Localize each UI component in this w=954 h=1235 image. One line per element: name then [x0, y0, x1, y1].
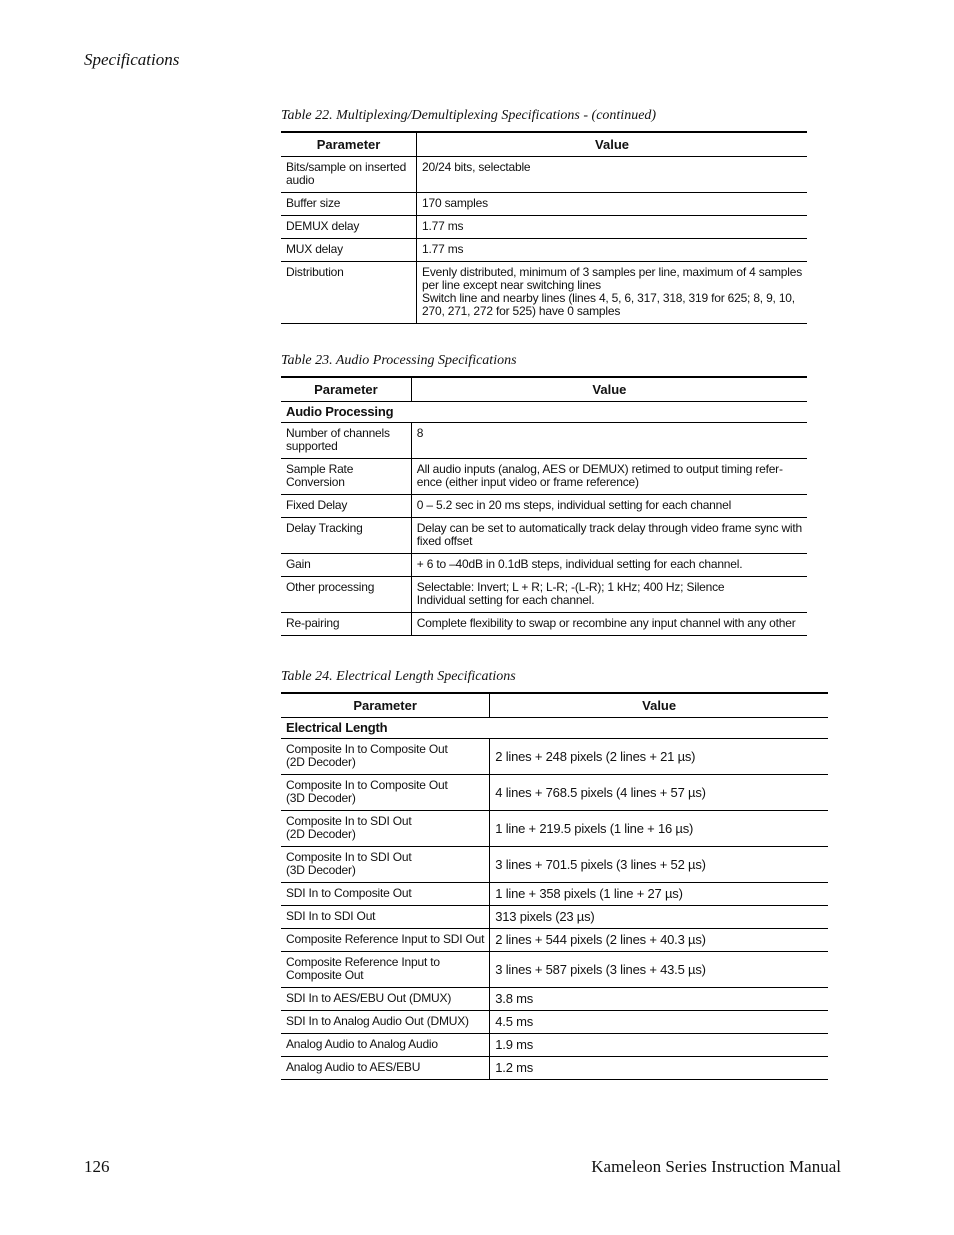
column-header-value: Value [490, 693, 828, 718]
value-cell: 1 line + 358 pixels (1 line + 27 µs) [490, 883, 828, 906]
cell-text-line: Complete flexibility to swap or recombine any input channel with any other [416, 616, 796, 630]
cell-text-line: (3D Decoder) [286, 791, 356, 805]
parameter-cell: Gain [281, 554, 411, 577]
value-cell [411, 459, 807, 495]
cell-text-line: 170 samples [422, 196, 488, 210]
cell-text-line: Delay can be set to automatically track delay through video frame sync with [416, 521, 802, 535]
value-cell [417, 157, 807, 193]
table-24-caption: Table 24. Electrical Length Specifications [281, 669, 516, 684]
section-title: Electrical Length [281, 718, 828, 739]
column-header-value: Value [417, 132, 807, 157]
table-row [281, 988, 828, 1011]
table-row [281, 613, 807, 636]
table-row [281, 739, 828, 775]
table-row [281, 577, 807, 613]
cell-text-line: Evenly distributed, minimum of 3 samples per line, maximum of 4 samples [422, 265, 802, 279]
parameter-cell: Fixed Delay [281, 495, 411, 518]
value-cell: 1 line + 219.5 pixels (1 line + 16 µs) [490, 811, 828, 847]
cell-text-line: Composite Reference Input to SDI Out [286, 932, 485, 946]
value-cell: 3.8 ms [490, 988, 828, 1011]
parameter-cell: Buffer size [281, 193, 417, 216]
table-row [281, 423, 807, 459]
table-23-caption: Table 23. Audio Processing Specifications [281, 353, 517, 368]
table-row [281, 216, 807, 239]
table-row [281, 929, 828, 952]
column-header-parameter: Parameter [281, 132, 417, 157]
cell-text-line: 0 – 5.2 sec in 20 ms steps, individual setting for each channel [416, 498, 732, 512]
value-cell [417, 193, 807, 216]
column-header-parameter: Parameter [281, 693, 490, 718]
cell-text-line: All audio inputs (analog, AES or DEMUX) retimed to output timing refer- [416, 462, 783, 476]
parameter-cell: MUX delay [281, 239, 417, 262]
section-row [281, 718, 828, 739]
value-cell: 2 lines + 248 pixels (2 lines + 21 µs) [490, 739, 828, 775]
section-row [281, 402, 807, 423]
value-cell: 2 lines + 544 pixels (2 lines + 40.3 µs) [490, 929, 828, 952]
value-cell: 1.2 ms [490, 1057, 828, 1080]
value-cell [411, 423, 807, 459]
cell-text-line: + 6 to –40dB in 0.1dB steps, individual setting for each channel. [416, 557, 743, 571]
cell-text-line: Composite In to SDI Out [286, 850, 412, 864]
value-cell [411, 518, 807, 554]
table-row [281, 193, 807, 216]
parameter-cell [281, 1011, 490, 1034]
parameter-cell: Other processing [281, 577, 411, 613]
value-cell [411, 554, 807, 577]
cell-text-line: (2D Decoder) [286, 755, 356, 769]
table-row [281, 952, 828, 988]
table-22 [281, 131, 807, 324]
cell-text-line: 8 [416, 426, 424, 440]
value-cell [417, 239, 807, 262]
cell-text-line: SDI In to Analog Audio Out (DMUX) [286, 1014, 469, 1028]
value-cell [411, 613, 807, 636]
section-title: Audio Processing [281, 402, 807, 423]
parameter-cell: DEMUX delay [281, 216, 417, 239]
parameter-cell [281, 906, 490, 929]
table-23 [281, 376, 807, 636]
table-row [281, 775, 828, 811]
table-row [281, 459, 807, 495]
parameter-cell [281, 1034, 490, 1057]
parameter-cell: Delay Tracking [281, 518, 411, 554]
table-24 [281, 692, 828, 1080]
value-cell: 4.5 ms [490, 1011, 828, 1034]
value-cell: 1.9 ms [490, 1034, 828, 1057]
cell-text-line: 20/24 bits, selectable [422, 160, 531, 174]
parameter-cell: Sample Rate Conversion [281, 459, 411, 495]
running-header: Specifications [84, 50, 180, 69]
cell-text-line: 1.77 ms [422, 219, 464, 233]
table-row [281, 906, 828, 929]
value-cell [411, 495, 807, 518]
column-header-parameter: Parameter [281, 377, 411, 402]
table-row [281, 518, 807, 554]
table-row [281, 495, 807, 518]
parameter-cell: Distribution [281, 262, 417, 324]
column-header-value: Value [411, 377, 807, 402]
cell-text-line: ence (either input video or frame reference) [416, 475, 639, 489]
cell-text-line: per line except near switching lines [422, 278, 601, 292]
cell-text-line: Composite In to Composite Out [286, 742, 448, 756]
cell-text-line: Composite In to Composite Out [286, 778, 448, 792]
parameter-cell [281, 775, 490, 811]
table-row [281, 554, 807, 577]
cell-text-line: Selectable: Invert; L + R; L-R; -(L-R); 1 kHz; 400 Hz; Silence [416, 580, 725, 594]
cell-text-line: fixed offset [416, 534, 473, 548]
parameter-cell [281, 1057, 490, 1080]
table-row [281, 811, 828, 847]
parameter-cell [281, 847, 490, 883]
cell-text-line: Analog Audio to AES/EBU [286, 1060, 421, 1074]
cell-text-line: Composite In to SDI Out [286, 814, 412, 828]
table-row [281, 1011, 828, 1034]
manual-title: Kameleon Series Instruction Manual [591, 1157, 841, 1176]
cell-text-line: SDI In to SDI Out [286, 909, 376, 923]
value-cell: 3 lines + 587 pixels (3 lines + 43.5 µs) [490, 952, 828, 988]
value-cell [411, 577, 807, 613]
value-cell: 3 lines + 701.5 pixels (3 lines + 52 µs) [490, 847, 828, 883]
parameter-cell [281, 811, 490, 847]
cell-text-line: 1.77 ms [422, 242, 464, 256]
parameter-cell [281, 883, 490, 906]
table-row [281, 239, 807, 262]
table-22-caption: Table 22. Multiplexing/Demultiplexing Specifications - (continued) [281, 108, 657, 123]
cell-text-line: Composite Reference Input to [286, 955, 440, 969]
table-row [281, 157, 807, 193]
table-row [281, 1034, 828, 1057]
cell-text-line: Composite Out [286, 968, 364, 982]
table-row [281, 883, 828, 906]
value-cell [417, 216, 807, 239]
table-row [281, 847, 828, 883]
page-number: 126 [84, 1157, 110, 1176]
table-row [281, 1057, 828, 1080]
value-cell: 4 lines + 768.5 pixels (4 lines + 57 µs) [490, 775, 828, 811]
cell-text-line: (3D Decoder) [286, 863, 356, 877]
parameter-cell: Bits/sample on inserted audio [281, 157, 417, 193]
parameter-cell [281, 739, 490, 775]
parameter-cell [281, 929, 490, 952]
cell-text-line: SDI In to Composite Out [286, 886, 412, 900]
parameter-cell: Number of channels supported [281, 423, 411, 459]
parameter-cell [281, 988, 490, 1011]
cell-text-line: SDI In to AES/EBU Out (DMUX) [286, 991, 452, 1005]
cell-text-line: Analog Audio to Analog Audio [286, 1037, 438, 1051]
parameter-cell: Re-pairing [281, 613, 411, 636]
cell-text-line: (2D Decoder) [286, 827, 356, 841]
cell-text-line: 270, 271, 272 for 525) have 0 samples [422, 304, 621, 318]
value-cell: 313 pixels (23 µs) [490, 906, 828, 929]
cell-text-line: Individual setting for each channel. [416, 593, 595, 607]
value-cell [417, 262, 807, 324]
parameter-cell [281, 952, 490, 988]
cell-text-line: Switch line and nearby lines (lines 4, 5, 6, 317, 318, 319 for 625; 8, 9, 10, [422, 291, 795, 305]
table-row [281, 262, 807, 324]
